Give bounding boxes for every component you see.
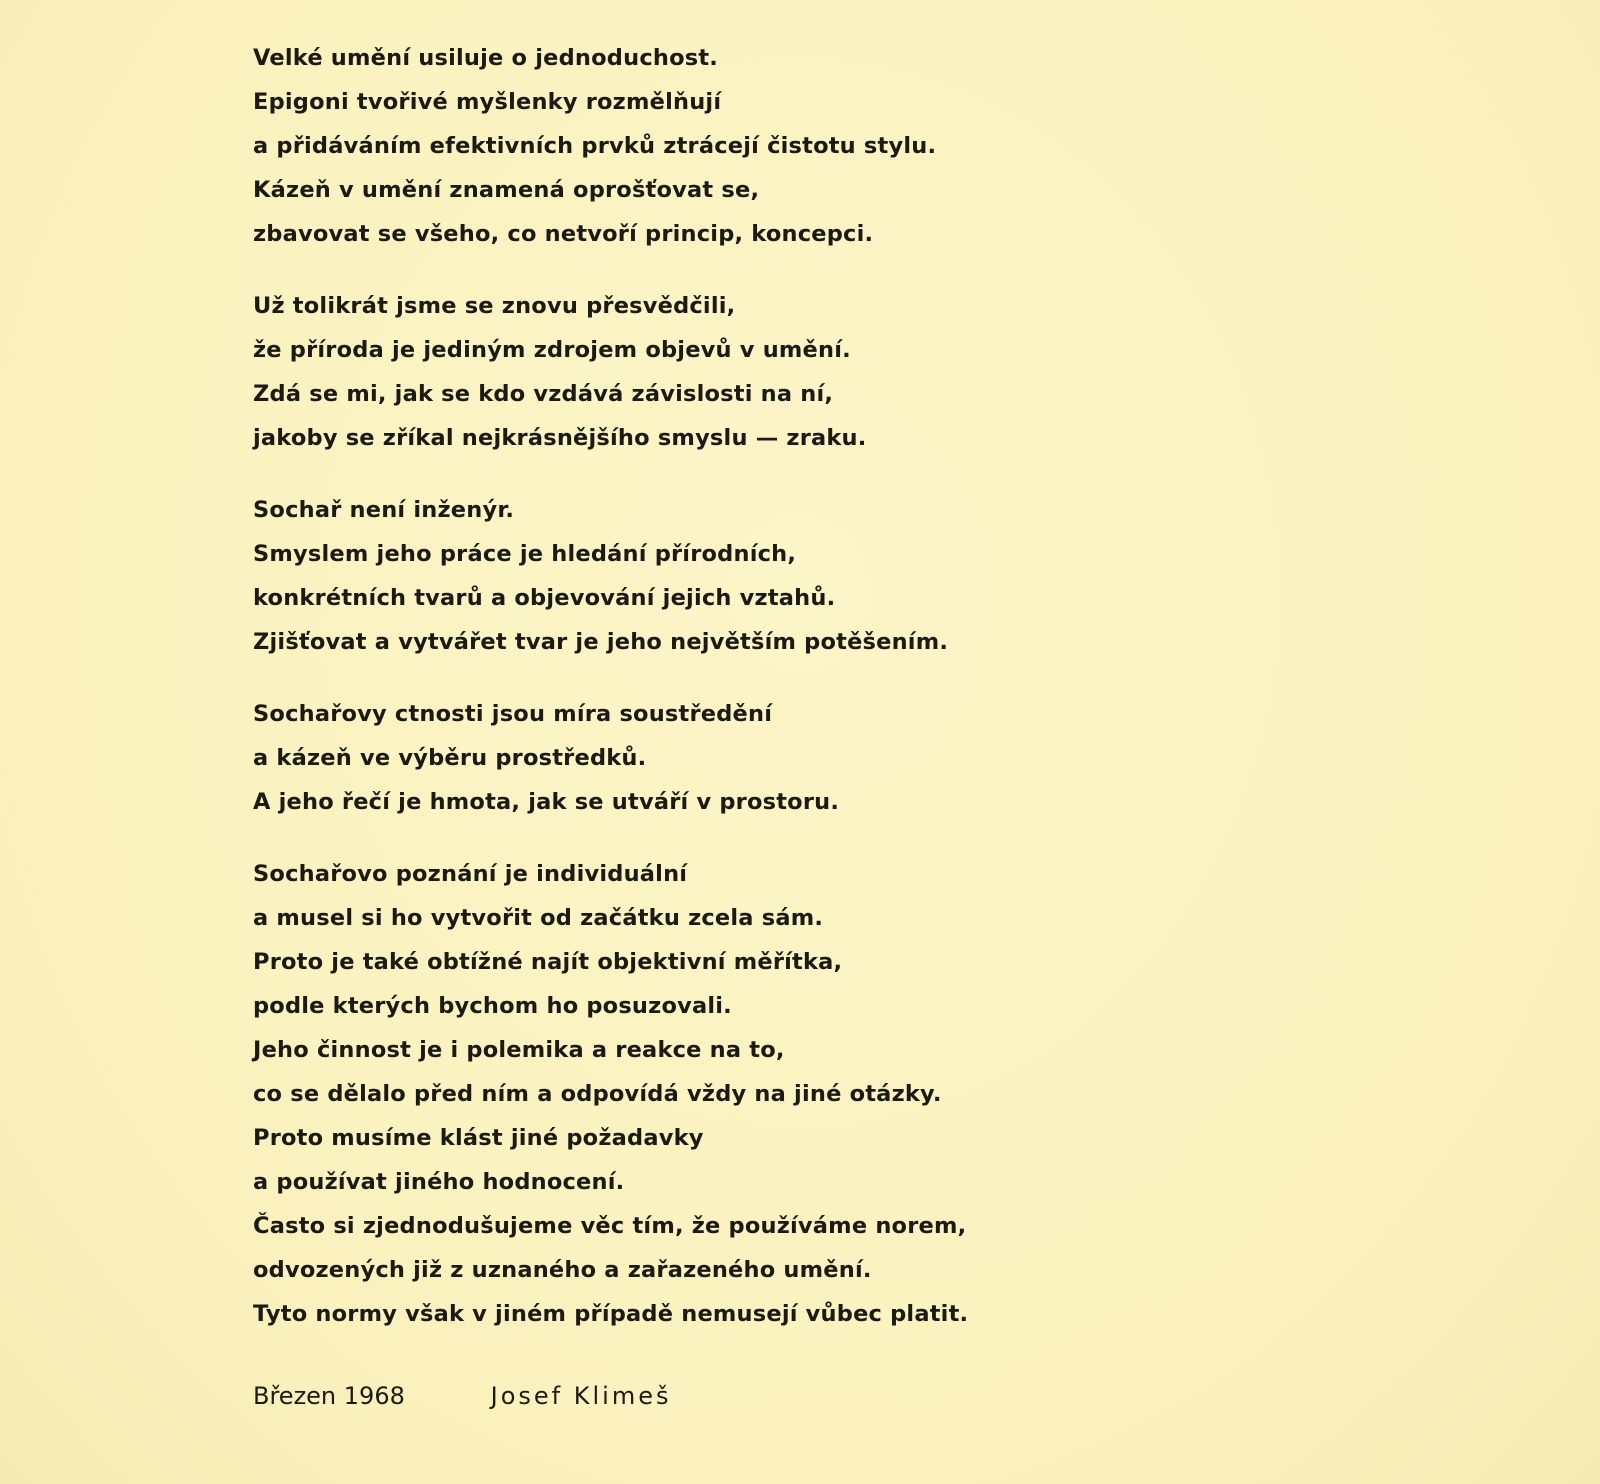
text-line: a kázeň ve výběru prostředků. (253, 745, 647, 771)
text-block (253, 36, 1253, 1336)
stanza-gap (253, 824, 1253, 852)
text-line: co se dělalo před ním a odpovídá vždy na jiné otázky. (253, 1081, 942, 1107)
text-line: Zdá se mi, jak se kdo vzdává závislosti na ní, (253, 381, 834, 407)
text-line: Už tolikrát jsme se znovu přesvědčili, (253, 293, 736, 319)
text-line: Epigoni tvořivé myšlenky rozmělňují (253, 89, 722, 115)
text-line: že příroda je jediným zdrojem objevů v umění. (253, 337, 851, 363)
stanza-4 (253, 692, 1253, 824)
text-line: Proto je také obtížné najít objektivní měřítka, (253, 949, 843, 975)
stanza-gap (253, 256, 1253, 284)
author-name: Josef Klimeš (490, 1382, 672, 1410)
text-line: Sochařovo poznání je individuální (253, 861, 688, 887)
text-line: a musel si ho vytvořit od začátku zcela sám. (253, 905, 824, 931)
text-line: odvozených již z uznaného a zařazeného umění. (253, 1257, 872, 1283)
stanza-5 (253, 852, 1253, 1336)
text-line: Tyto normy však v jiném případě nemusejí vůbec platit. (253, 1301, 969, 1327)
text-line: Smyslem jeho práce je hledání přírodních, (253, 541, 797, 567)
text-line: podle kterých bychom ho posuzovali. (253, 993, 732, 1019)
stanza-2 (253, 284, 1253, 460)
text-line: jakoby se zříkal nejkrásnějšího smyslu — zraku. (253, 425, 867, 451)
text-line: zbavovat se všeho, co netvoří princip, koncepci. (253, 221, 874, 247)
text-line: a používat jiného hodnocení. (253, 1169, 625, 1195)
text-line: Často si zjednodušujeme věc tím, že používáme norem, (253, 1213, 967, 1239)
date: Březen 1968 (253, 1382, 405, 1410)
stanza-gap (253, 460, 1253, 488)
text-line: Sochař není inženýr. (253, 497, 515, 523)
text-line: Sochařovy ctnosti jsou míra soustředění (253, 701, 773, 727)
stanza-3 (253, 488, 1253, 664)
text-line: Proto musíme klást jiné požadavky (253, 1125, 704, 1151)
text-line: a přidáváním efektivních prvků ztrácejí čistotu stylu. (253, 133, 937, 159)
text-line: A jeho řečí je hmota, jak se utváří v prostoru. (253, 789, 840, 815)
text-line: Velké umění usiluje o jednoduchost. (253, 45, 719, 71)
text-line: Zjišťovat a vytvářet tvar je jeho největším potěšením. (253, 629, 949, 655)
text-line: Kázeň v umění znamená oprošťovat se, (253, 177, 760, 203)
text-line: konkrétních tvarů a objevování jejich vztahů. (253, 585, 836, 611)
text-line: Jeho činnost je i polemika a reakce na to, (253, 1037, 785, 1063)
signature-line (253, 1376, 671, 1416)
stanza-1 (253, 36, 1253, 256)
stanza-gap (253, 664, 1253, 692)
